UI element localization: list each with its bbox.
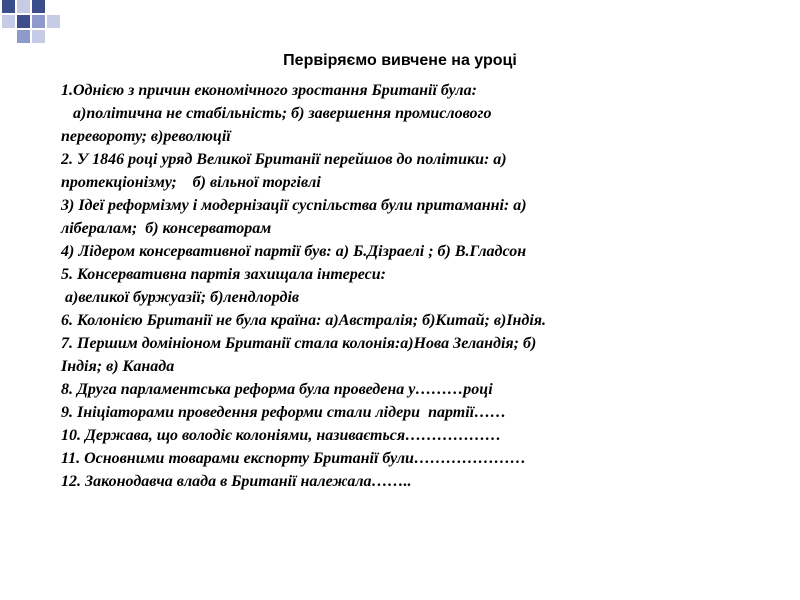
quiz-line: перевороту; в)революції (61, 128, 231, 145)
quiz-line: 5. Консервативна партія захищала інтереси: (61, 266, 386, 283)
slide-title: Первіряємо вивчене на уроці (283, 52, 517, 69)
quiz-line: Індія; в) Канада (61, 358, 175, 375)
corner-decoration (0, 0, 70, 52)
decor-square (17, 15, 30, 28)
quiz-line: 4) Лідером консервативної партії був: а) Б.Дізраелі ; б) В.Гладсон (61, 243, 527, 260)
quiz-line: 8. Друга парламентська реформа була проведена у………році (61, 381, 493, 398)
decor-square (2, 0, 15, 13)
quiz-line: 10. Держава, що володіє колоніями, називається……………… (61, 427, 502, 444)
decor-square (32, 30, 45, 43)
decor-square (32, 0, 45, 13)
quiz-line: 11. Основними товарами експорту Британії були………………… (61, 450, 526, 467)
decor-square (47, 15, 60, 28)
quiz-line: лібералам; б) консерваторам (61, 220, 272, 237)
decor-square (17, 30, 30, 43)
quiz-line: 2. У 1846 році уряд Великої Британії перейшов до політики: а) (61, 151, 507, 168)
decor-square (32, 15, 45, 28)
quiz-line: 1.Однією з причин економічного зростання Британії була: (61, 82, 477, 99)
decor-square (2, 15, 15, 28)
decor-square (17, 0, 30, 13)
quiz-line: а)політична не стабільність; б) завершення промислового (61, 105, 492, 122)
quiz-line: 3) Ідеї реформізму і модернізації суспільства були притаманні: а) (61, 197, 527, 214)
quiz-question-list (61, 79, 751, 493)
quiz-line: 9. Ініціаторами проведення реформи стали лідери партії…… (61, 404, 507, 421)
quiz-line: протекціонізму; б) вільної торгівлі (61, 174, 321, 191)
quiz-line: 6. Колонією Британії не була країна: а)Австралія; б)Китай; в)Індія. (61, 312, 547, 329)
quiz-line: 7. Першим домініоном Британії стала колонія:а)Нова Зеландія; б) (61, 335, 537, 352)
quiz-line: а)великої буржуазії; б)лендлордів (61, 289, 300, 306)
quiz-line: 12. Законодавча влада в Британії належала…….. (61, 473, 412, 490)
